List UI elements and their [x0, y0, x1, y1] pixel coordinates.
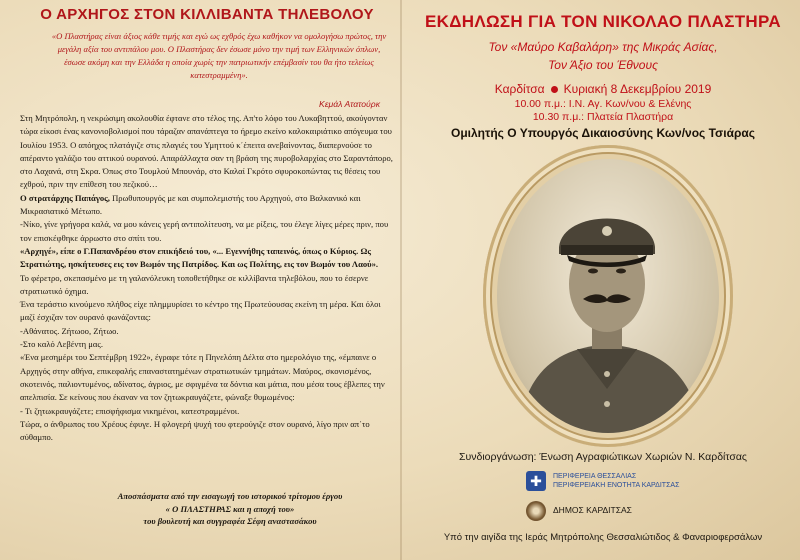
officer-portrait-icon [497, 159, 719, 433]
event-date-line [406, 82, 800, 96]
story-paragraph: Τώρα, ο άνθρωπος του Χρέους έφυγε. Η φλογερή ψυχή του φτερούγιζε στον ουρανό, λίγο πριν απ΄το σύθαμπο. [20, 418, 370, 443]
co-organizer: Συνδιοργάνωση: Ένωση Αγραφιώτικων Χωριών Ν. Καρδίτσας [459, 451, 747, 463]
quote-author: Κεμάλ Ατατούρκ [319, 99, 380, 109]
portrait-photo [497, 159, 719, 433]
municipality-name: ΔΗΜΟΣ ΚΑΡΔΙΤΣΑΣ [553, 505, 632, 515]
region-name: ΠΕΡΙΦΕΡΕΙΑ ΘΕΣΣΑΛΙΑΣ [553, 473, 637, 480]
event-subtitle-2: Τον Άξιο του Έθνους [548, 58, 658, 72]
story-paragraph: -Στο καλό Λεβέντη μας. [20, 339, 103, 350]
region-unit: ΠΕΡΙΦΕΡΕΙΑΚΗ ΕΝΟΤΗΤΑ ΚΑΡΔΙΤΣΑΣ [553, 482, 680, 489]
story-paragraph: -Νίκο, γίνε γρήγορα καλά, να μου κάνεις γερή αντιπολίτευση, να με ρίξεις, του έλεγε λίγες μέρες πριν, που τον επισκέφθηκε άρρωστο στο σπίτι του. [20, 219, 389, 243]
event-time-2: 10.30 π.μ.: Πλατεία Πλαστήρα [532, 111, 674, 123]
story-paragraph: «Αρχηγέ», είπε ο Γ.Παπανδρέου στον επικήδειό του, «... Εγεννήθης ταπεινός, όπως ο Κύριος. Ως Στρατιώτης, ησκήτευσες εις τον Βωμόν της Πατρίδος. Και ως Πολίτης, εις τον Βωμόν του Λαού». [20, 245, 379, 270]
story-paragraph: Στη Μητρόπολη, η νεκρώσιμη ακολουθία έφτανε στο τέλος της. Απ'το λόφο του Λυκαβηττού, ακούγονταν τώρα είκοσι ένας κανονιοβολισμοί που τάραζαν απανάπτεγα το ήρεμο εκείνο καλοκαιριάτικο απόγευμα του Ιουλίου 1953. Ο απόηχος πλατάγιζε στις πλαγιές του Υμηττού κ΄έπειτα ανεβαίνοντας, διαπερνούσε το απέραντο γαλάζιο του αττικού ουρανού. Απαράλλαχτα σαν τη βράση της πυροβολαρχίας στο Σαραντάπορο, στο Λαχανά, στη Σκρα. Όπως στο Τουμλού Μπουνάρ, στο Καλαί Γκρότο σφυροκοπώντας τις θέσεις του εχθρού, πριν την επίθεση του πεζικού… [20, 113, 393, 190]
story-paragraph: «Ένα μεσημέρι του Σεπτέμβρη 1922», έγραφε τότε η Πηνελόπη Δέλτα στο ημερολόγιο της, «έμπαινε ο Αρχηγός στην αθήνα, επικεφαλής επαναστατημένων στρατιωτικών τμημάτων. Μαύρος, σκονισμένος, σκοτεινός, παλιοντυμένος, αδίνατος, άγριος, με σφιγμένα τα δόντια και μάτια, που μέσα τους έβλεπες την απελπισία. Σε κείνους που έκαναν να τον ζητωκραυγάζετε, φώναξε θυμωμένος: [20, 352, 385, 403]
story-paragraph: -Αθάνατος. Ζήτωοο, Ζήτωο. [20, 325, 119, 336]
ataturk-quote: «Ο Πλαστήρας είναι άξιος κάθε τιμής και εγώ ως εχθρός έχω καθήκον να ομολογήσω πρώτος, την μεγάλη αξία του αντιπάλου μου. Ο Πλαστήρας δεν έσωσε μόνο την τιμή των Ελληνικών όπλων, έσωσε ακόμη και την Ελλάδα η οποία χωρίς την πατριωτικήν επέμβασίν του θα ήτο τελείως κατεστραμμένη». [51, 31, 387, 80]
papagos-lead: Ο στρατάρχης Παπάγος, [20, 192, 110, 203]
left-page [20, 0, 394, 560]
event-time-1: 10.00 π.μ.: Ι.Ν. Αγ. Κων/νου & Ελένης [514, 98, 692, 110]
auspices-line: Υπό την αιγίδα της Ιεράς Μητρόπολης Θεσσαλιώτιδος & Φαναριοφερσάλων [443, 532, 763, 543]
event-subtitle: Τον «Μαύρο Καβαλάρη» της Μικράς Ασίας, [488, 40, 718, 54]
footnote-book-title: « Ο ΠΛΑΣΤΗΡΑΣ και η αποχή του» [165, 503, 295, 514]
event-place: Καρδίτσα [494, 82, 545, 96]
bullet-dot-icon [551, 86, 558, 93]
event-date: Κυριακή 8 Δεκεμβρίου 2019 [563, 82, 712, 96]
fold-line [400, 0, 402, 560]
story-text [20, 112, 396, 444]
story-paragraph: Το φέρετρο, σκεπασμένο με τη γαλανόλευκη τοποθετήθηκε σε κιλλίβαντα τηλεβόλου, που το έσερνε στρατιωτικό όχημα. [20, 272, 369, 296]
greek-emblem-icon: ✚ [526, 471, 546, 491]
story-paragraph: Ένα τεράστιο κινούμενο πλήθος είχε πλημμυρίσει το κέντρο της Πρωτεύουσας εκείνη τη μέρα. Και όλοι μαζί έσχιζαν τον ουρανό φωνάζοντας: [20, 299, 381, 323]
event-title: ΕΚΔΗΛΩΣΗ ΓΙΑ ΤΟΝ ΝΙΚΟΛΑΟ ΠΛΑΣΤΗΡΑ [425, 12, 781, 31]
municipality-seal-icon [526, 501, 546, 521]
footnote-line: του βουλευτή και συγγραφέα Σέφη αναστασάκου [143, 516, 317, 526]
right-page [406, 0, 800, 560]
portrait-frame [483, 145, 733, 447]
story-paragraph [20, 192, 396, 219]
story-paragraph: - Τι ζητωκραυγάζετε; επισφήφισμα νικημένοι, κατεστραμμένοι. [20, 405, 240, 416]
footnote-line: Αποσπάσματα από την εισαγωγή του ιστορικού τρίτομου έργου [117, 491, 343, 501]
left-page-title: Ο ΑΡΧΗΓΟΣ ΣΤΟΝ ΚΙΛΛΙΒΑΝΤΑ ΤΗΛΕΒΟΛΟΥ [40, 6, 374, 23]
papagos-rest: Πρωθυπουργός με και συμπολεμιστής του Αρχηγού, στο Βαλκανικό και Μικρασιατικό Μέτωπο. [20, 192, 361, 217]
event-speaker: Ομιλητής Ο Υπουργός Δικαιοσύνης Κων/νος Τσιάρας [450, 126, 756, 140]
source-footnote [80, 490, 380, 528]
region-text [553, 472, 753, 490]
